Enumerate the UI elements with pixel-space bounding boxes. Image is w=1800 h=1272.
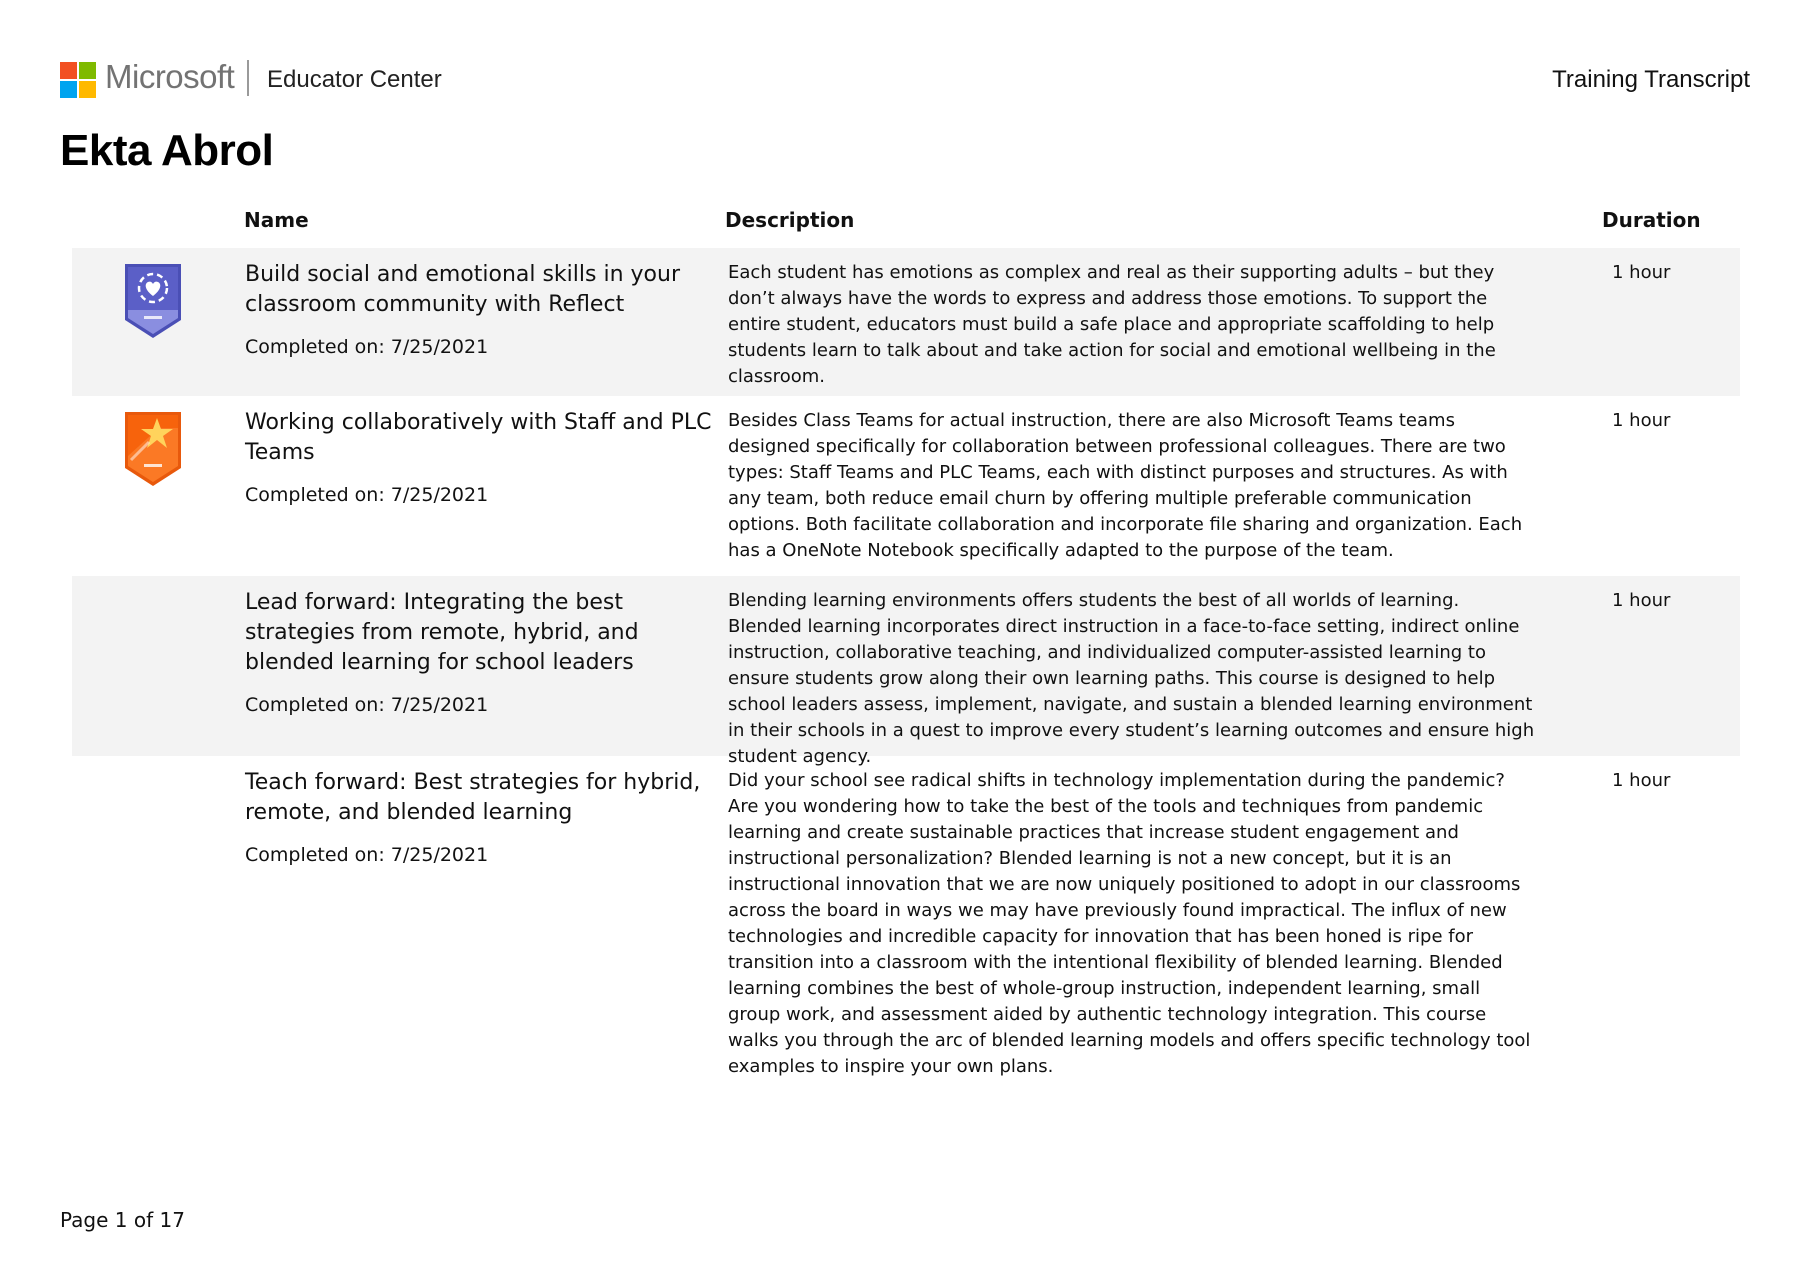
course-duration: 1 hour [1612,770,1671,791]
learner-name: Ekta Abrol [60,126,274,175]
course-description: Each student has emotions as complex and real as their supporting adults – but they don’t always have the words to express and address those emotions. To support the entire student, educators must build a safe place and appropriate scaffolding to help students learn to talk about and take action for social and emotional wellbeing in the classroom. [728,262,1496,387]
course-title: Build social and emotional skills in your classroom community with Reflect [245,262,680,317]
course-description: Did your school see radical shifts in technology implementation during the pandemic? Are you wondering how to take the best of the tools and techniques from pandemic learning and create sustainable practices that increase student engagement and instructional personalization? Blended learning is not a new concept, but it is an instructional innovation that we are now uniquely positioned to adopt in our classrooms across the board in ways we may have previously found impractical. The influx of new technologies and incredible capacity for innovation that has been honed is ripe for transition into a classroom with the intentional flexibility of blended learning. Blended learning combines the best of whole-group instruction, independent learning, small group work, and assessment aided by authentic technology integration. This course walks you through the arc of blended learning models and offers specific technology tool examples to inspire your own plans. [728,770,1531,1077]
course-duration: 1 hour [1612,590,1671,611]
page-header [60,60,1750,100]
column-header-name: Name [244,208,309,232]
logo-tile-blue [60,81,77,98]
brand-name: Microsoft [105,58,235,95]
course-duration: 1 hour [1612,262,1671,283]
column-header-duration: Duration [1602,208,1701,232]
course-completed-date: Completed on: 7/25/2021 [245,694,489,716]
course-title: Working collaboratively with Staff and PLC Teams [245,410,712,465]
product-name: Educator Center [267,66,442,93]
course-description: Blending learning environments offers students the best of all worlds of learning. Blended learning incorporates direct instruction in a face-to-face setting, indirect online instruction, collaborative teaching, and individualized computer-assisted learning to ensure students grow along their own learning paths. This course is designed to help school leaders assess, implement, navigate, and sustain a blended learning environment in their schools in a quest to improve every student’s learning outcomes and ensure high student agency. [728,590,1535,767]
table-header [72,208,1740,238]
header-divider [247,60,249,96]
logo-tile-yellow [79,81,96,98]
course-list [72,248,1740,1077]
logo-tile-green [79,62,96,79]
course-row [72,248,1740,396]
page-number: Page 1 of 17 [60,1208,185,1232]
course-row [72,396,1740,576]
microsoft-logo-icon [60,62,96,98]
course-completed-date: Completed on: 7/25/2021 [245,484,489,506]
course-row [72,756,1740,1077]
course-duration: 1 hour [1612,410,1671,431]
document-type: Training Transcript [1552,66,1750,93]
course-completed-date: Completed on: 7/25/2021 [245,844,489,866]
course-row [72,576,1740,767]
course-title: Teach forward: Best strategies for hybrid, remote, and blended learning [245,770,701,825]
column-header-description: Description [725,208,855,232]
reflect-heart-badge-icon [119,260,187,340]
course-description: Besides Class Teams for actual instruction, there are also Microsoft Teams teams designed specifically for collaboration between professional colleagues. There are two types: Staff Teams and PLC Teams, each with distinct purposes and structures. As with any team, both reduce email churn by offering multiple preferable communication options. Both facilitate collaboration and incorporate file sharing and organization. Each has a OneNote Notebook specifically adapted to the purpose of the team. [728,410,1523,561]
course-title: Lead forward: Integrating the best strategies from remote, hybrid, and blended learning for school leaders [245,590,639,675]
star-badge-icon [119,408,187,488]
course-completed-date: Completed on: 7/25/2021 [245,336,489,358]
logo-tile-red [60,62,77,79]
